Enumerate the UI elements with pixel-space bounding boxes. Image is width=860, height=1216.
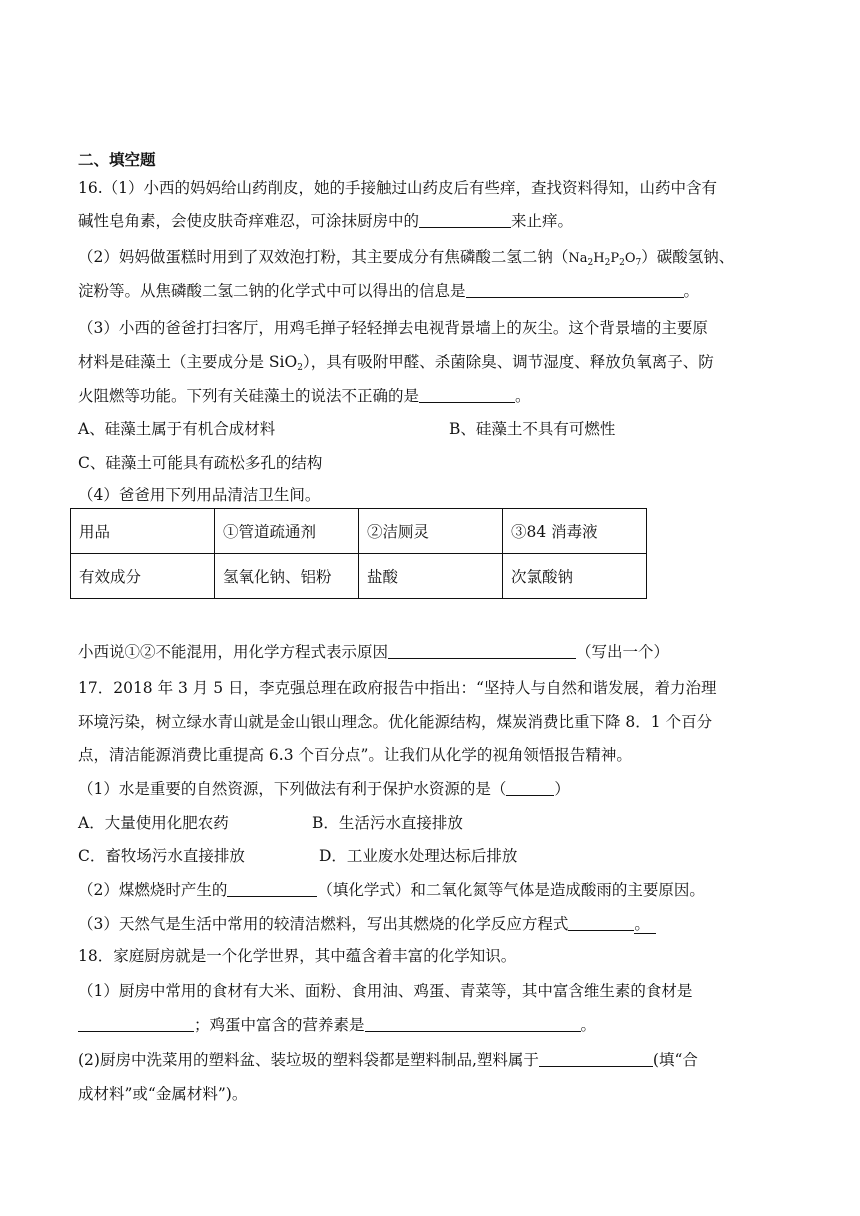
q17-part1-end: ） [554,780,570,798]
chemical-formula [568,251,641,266]
cleaning-products-table [70,508,647,599]
q17-line2: 环境污染，树立绿水青山就是金山银山理念。优化能源结构，煤炭消费比重下降 8．1 个百分 [78,713,713,731]
q16-part3-end: 。 [515,387,531,405]
table-cell: 盐酸 [359,554,503,599]
q17-option-c: C．畜牧场污水直接排放 [78,847,245,865]
answer-blank[interactable] [227,880,317,897]
formula-subscript: 2 [604,258,611,268]
q16-part1-line2 [78,210,573,232]
q16-part2-line1 [78,246,734,270]
formula-element: H [593,251,605,266]
table-cell: ①管道疏通剂 [215,509,359,554]
formula-subscript: 2 [587,258,594,268]
q18-part2-tail: (填“合 [652,1051,698,1069]
q18-part2-line1 [78,1049,698,1071]
q16-part1-line1: 16.（1）小西的妈妈给山药削皮，她的手接触过山药皮后有些痒，查找资料得知，山药中含有 [78,179,718,197]
q17-line1: 17．2018 年 3 月 5 日，李克强总理在政府报告中指出：“坚持人与自然和谐发展，着力治理 [78,679,717,697]
table-cell: ②洁厕灵 [359,509,503,554]
q17-option-a: A．大量使用化肥农药 [78,814,229,832]
q17-line3: 点，清洁能源消费比重提高 6.3 个百分点”。让我们从化学的视角领悟报告精神。 [78,746,632,764]
q18-part1-question: ；鸡蛋中富含的营养素是 [194,1016,365,1034]
q18-part1-end: 。 [580,1016,597,1034]
q17-part1 [78,778,570,800]
section-title: 二、填空题 [78,151,156,169]
q16-part2-text: （2）妈妈做蛋糕时用到了双效泡打粉，其主要成分有焦磷酸二氢二钠（ [78,248,569,266]
q16-part3-line2 [78,351,714,373]
table-row [71,554,647,599]
q16-option-c: C、硅藻土可能具有疏松多孔的结构 [78,454,323,472]
q16-part2-question: 淀粉等。从焦磷酸二氢二钠的化学式中可以得出的信息是 [78,282,466,300]
answer-blank[interactable] [568,914,634,931]
formula-element: O [624,251,636,266]
formula-subscript: 2 [297,363,303,373]
q16-part4-end: （写出一个） [576,643,670,661]
q17-part2 [78,879,705,901]
table-cell: 用品 [71,509,215,554]
formula-element: P [610,251,620,266]
formula-element: Na [568,251,588,266]
q17-part2-tail: （填化学式）和二氧化氮等气体是造成酸雨的主要原因。 [317,881,705,899]
q16-part4: （4）爸爸用下列用品清洁卫生间。 [78,486,321,504]
q18-part2-question: (2)厨房中洗菜用的塑料盆、装垃圾的塑料袋都是塑料制品,塑料属于 [78,1051,539,1069]
answer-blank[interactable] [419,211,511,228]
q18-part1-line2 [78,1014,596,1036]
table-cell: 次氯酸钠 [503,554,647,599]
q16-part2-line2 [78,280,699,302]
answer-blank[interactable] [466,281,684,298]
table-cell: 有效成分 [71,554,215,599]
answer-blank[interactable] [419,386,515,403]
q17-part3-question: （3）天然气是生活中常用的较清洁燃料，写出其燃烧的化学反应方程式 [78,915,569,933]
q18-part2-line2: 成材料”或“金属材料”)。 [78,1085,248,1103]
q16-part3-question: 火阻燃等功能。下列有关硅藻土的说法不正确的是 [78,387,420,405]
q16-part3-text: 材料是硅藻土（主要成分是 SiO [78,353,298,371]
q16-option-b: B、硅藻土不具有可燃性 [449,420,616,438]
q18-part1-line1: （1）厨房中常用的食材有大米、面粉、食用油、鸡蛋、青菜等，其中富含维生素的食材是 [78,982,693,1000]
formula-subscript: 7 [635,258,642,268]
q16-part1-text: 碱性皂角素，会使皮肤奇痒难忍，可涂抹厨房中的 [78,212,420,230]
q16-part4-question: 小西说①②不能混用，用化学方程式表示原因 [78,643,389,661]
q16-part3-text-cont: ），具有吸附甲醛、杀菌除臭、调节湿度、释放负氧离子、防 [302,353,714,371]
q18-intro: 18．家庭厨房就是一个化学世界，其中蕴含着丰富的化学知识。 [78,947,517,965]
q16-part2-tail: ）碳酸氢钠、 [641,248,735,266]
formula-subscript: 2 [619,258,625,268]
q16-part1-tail: 来止痒。 [511,212,574,230]
table-cell: 氢氧化钠、铝粉 [215,554,359,599]
answer-blank[interactable] [365,1015,581,1032]
table-cell: ③84 消毒液 [503,509,647,554]
answer-blank[interactable] [506,779,554,796]
q17-part3 [78,913,656,935]
q17-part2-question: （2）煤燃烧时产生的 [78,881,228,899]
q16-part4-tail [78,641,669,663]
q16-part3-line1: （3）小西的爸爸打扫客厅，用鸡毛掸子轻轻掸去电视背景墙上的灰尘。这个背景墙的主要原 [78,319,708,337]
q17-part1-question: （1）水是重要的自然资源，下列做法有利于保护水资源的是（ [78,780,507,798]
q17-option-b: B．生活污水直接排放 [312,814,463,832]
q17-option-d: D．工业废水处理达标后排放 [319,847,518,865]
answer-blank[interactable] [388,642,576,659]
table-row [71,509,647,554]
answer-blank[interactable] [539,1050,653,1067]
q16-part2-end: 。 [683,282,700,300]
q16-option-a: A、硅藻土属于有机合成材料 [78,420,276,438]
q16-part3-line3 [78,385,531,407]
q17-part3-end: 。 [634,915,656,934]
answer-blank[interactable] [78,1015,194,1032]
